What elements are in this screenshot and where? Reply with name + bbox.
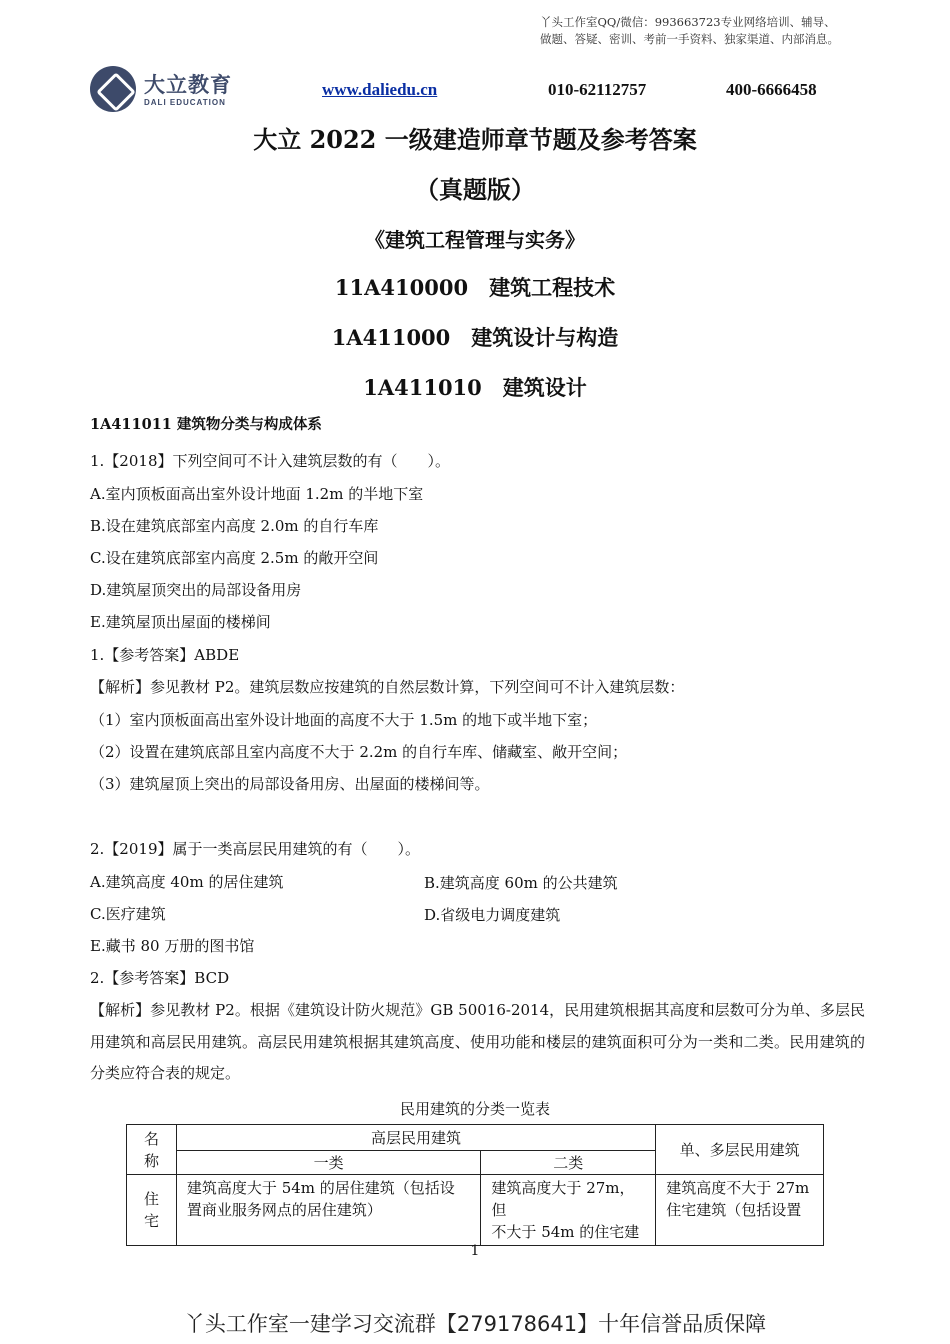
website-link[interactable]: www.daliedu.cn bbox=[322, 80, 438, 99]
top-note bbox=[540, 14, 920, 48]
logo-english-name: DALI EDUCATION bbox=[144, 98, 226, 107]
question-2-option-a: A.建筑高度 40m 的居住建筑 bbox=[90, 873, 284, 891]
question-1-answer: 1.【参考答案】ABDE bbox=[90, 646, 240, 664]
table-caption: 民用建筑的分类一览表 bbox=[399, 1100, 550, 1118]
building-classification-table bbox=[126, 1124, 824, 1246]
table-row-name: 住 宅 bbox=[127, 1175, 177, 1246]
book-title: 《建筑工程管理与实务》 bbox=[365, 228, 585, 252]
table-header-high-rise: 高层民用建筑 bbox=[176, 1125, 655, 1151]
table-cell-class-2: 建筑高度大于 27m，但 不大于 54m 的住宅建 bbox=[481, 1175, 656, 1246]
question-2-option-e: E.藏书 80 万册的图书馆 bbox=[90, 937, 255, 955]
question-1-option-c: C.设在建筑底部室内高度 2.5m 的敞开空间 bbox=[90, 549, 379, 567]
question-1-analysis-point-1: （1）室内顶板面高出室外设计地面的高度不大于 1.5m 的地下或半地下室； bbox=[90, 711, 598, 729]
section-heading-2: 1A411000 建筑设计与构造 bbox=[331, 325, 619, 350]
phone-number-2: 400-6666458 bbox=[726, 80, 817, 99]
question-1-analysis-point-2: （2）设置在建筑底部且室内高度不大于 2.2m 的自行车库、储藏室、敞开空间； bbox=[90, 743, 628, 761]
question-1-option-d: D.建筑屋顶突出的局部设备用房 bbox=[90, 581, 302, 599]
document-title: 大立 2022 一级建造师章节题及参考答案 bbox=[253, 125, 697, 154]
question-1-stem: 1.【2018】下列空间可不计入建筑层数的有（ ）。 bbox=[90, 452, 450, 470]
table-header-name: 名 称 bbox=[127, 1125, 177, 1175]
footer-banner: 丫头工作室一建学习交流群【279178641】十年信誉品质保障 bbox=[183, 1312, 767, 1336]
phone-number-1: 010-62112757 bbox=[548, 80, 647, 99]
brand-logo bbox=[88, 66, 238, 114]
logo-chinese-name: 大立教育 bbox=[144, 73, 232, 97]
section-heading-1: 11A410000 建筑工程技术 bbox=[334, 275, 616, 300]
page-number: 1 bbox=[470, 1243, 480, 1259]
table-header-low-rise: 单、多层民用建筑 bbox=[656, 1125, 824, 1175]
logo-emblem-icon bbox=[90, 66, 136, 112]
question-1-option-b: B.设在建筑底部室内高度 2.0m 的自行车库 bbox=[90, 517, 379, 535]
question-2-option-d: D.省级电力调度建筑 bbox=[424, 906, 561, 924]
table-header-class-1: 一类 bbox=[176, 1151, 481, 1175]
subsection-heading: 1A411011 建筑物分类与构成体系 bbox=[90, 416, 322, 433]
question-2-answer: 2.【参考答案】BCD bbox=[90, 969, 230, 987]
table-header-class-2: 二类 bbox=[481, 1151, 656, 1175]
table-cell-class-1: 建筑高度大于 54m 的居住建筑（包括设 置商业服务网点的居住建筑） bbox=[176, 1175, 481, 1246]
top-note-line-2: 做题、答疑、密训、考前一手资料、独家渠道、内部消息。 bbox=[540, 32, 839, 46]
section-heading-3: 1A411010 建筑设计 bbox=[363, 375, 587, 400]
top-note-line-1: 丫头工作室QQ/微信：993663723专业网络培训、辅导、 bbox=[540, 15, 836, 29]
question-1-option-e: E.建筑屋顶出屋面的楼梯间 bbox=[90, 613, 271, 631]
edition-title: （真题版） bbox=[415, 175, 535, 204]
question-2-option-c: C.医疗建筑 bbox=[90, 905, 166, 923]
question-1-option-a: A.室内顶板面高出室外设计地面 1.2m 的半地下室 bbox=[90, 485, 424, 503]
question-2-option-b: B.建筑高度 60m 的公共建筑 bbox=[424, 874, 618, 892]
question-1-analysis: 【解析】参见教材 P2。建筑层数应按建筑的自然层数计算，下列空间可不计入建筑层数： bbox=[90, 678, 685, 696]
question-2-stem: 2.【2019】属于一类高层民用建筑的有（ ）。 bbox=[90, 840, 420, 858]
table-cell-low-rise: 建筑高度不大于 27m 住宅建筑（包括设置 bbox=[656, 1175, 824, 1246]
question-1-analysis-point-3: （3）建筑屋顶上突出的局部设备用房、出屋面的楼梯间等。 bbox=[90, 775, 490, 793]
question-2-analysis: 【解析】参见教材 P2。根据《建筑设计防火规范》GB 50016-2014，民用建筑根据其高度和层数可分为单、多层民用建筑和高层民用建筑。高层民用建筑根据其建筑高度、使用功能和楼层的建筑面积可分为一类和二类。民用建筑的分类应符合表的规定。 bbox=[90, 1001, 865, 1082]
